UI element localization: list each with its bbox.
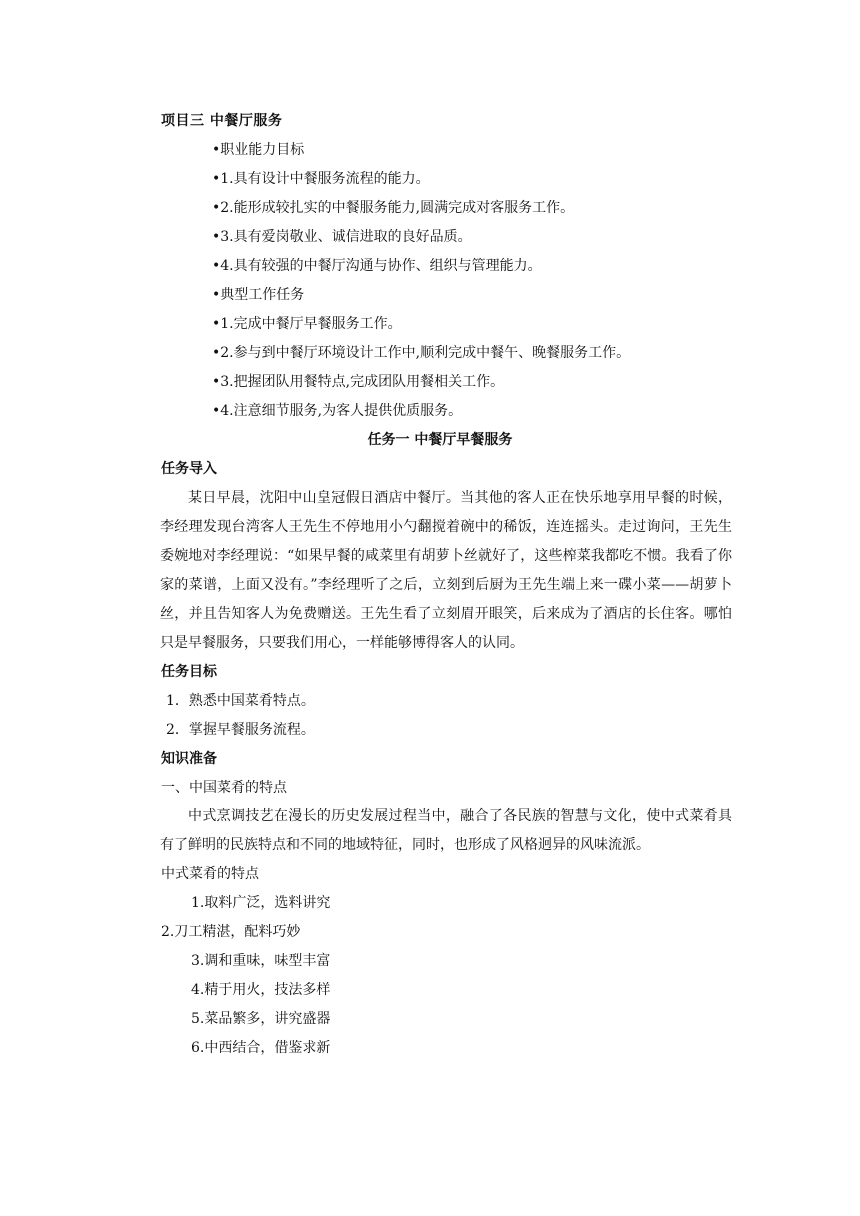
- goal-item: 1．熟悉中国菜肴特点。: [166, 693, 315, 709]
- task-item: •1.完成中餐厅早餐服务工作。: [212, 316, 402, 332]
- feature-item: 2.刀工精湛，配料巧妙: [161, 924, 301, 940]
- intro-heading: 任务导入: [161, 461, 217, 477]
- section-paragraph: 中式烹调技艺在漫长的历史发展过程当中，融合了各民族的智慧与文化，使中式菜肴具有了鲜明的民族特点和不同的地域特征，同时，也形成了风格迥异的风味流派。: [160, 808, 732, 853]
- task-item: •2.参与到中餐厅环境设计工作中,顺利完成中餐午、晚餐服务工作。: [212, 345, 631, 361]
- feature-item: 1.取料广泛，选料讲究: [191, 895, 331, 911]
- features-heading: 中式菜肴的特点: [161, 866, 259, 882]
- task-item: •4.注意细节服务,为客人提供优质服务。: [212, 403, 463, 419]
- project-title: 项目三 中餐厅服务: [161, 113, 283, 129]
- ability-item: •2.能形成较扎实的中餐服务能力,圆满完成对客服务工作。: [212, 200, 575, 216]
- goal-heading: 任务目标: [161, 664, 217, 680]
- section-title: 一、中国菜肴的特点: [161, 780, 287, 796]
- feature-item: 5.菜品繁多，讲究盛器: [191, 1011, 331, 1027]
- feature-item: 6.中西结合，借鉴求新: [191, 1040, 331, 1056]
- task-heading: •典型工作任务: [212, 287, 305, 303]
- feature-item: 3.调和重味，味型丰富: [191, 953, 331, 969]
- ability-item: •1.具有设计中餐服务流程的能力。: [212, 171, 430, 187]
- ability-item: •3.具有爱岗敬业、诚信进取的良好品质。: [212, 229, 472, 245]
- feature-item: 4.精于用火，技法多样: [191, 982, 331, 998]
- ability-item: •4.具有较强的中餐厅沟通与协作、组织与管理能力。: [212, 258, 542, 274]
- ability-heading: •职业能力目标: [212, 142, 305, 158]
- goal-item: 2．掌握早餐服务流程。: [166, 722, 315, 738]
- task-item: •3.把握团队用餐特点,完成团队用餐相关工作。: [212, 374, 505, 390]
- intro-paragraph: 某日早晨，沈阳中山皇冠假日酒店中餐厅。当其他的客人正在快乐地享用早餐的时候，李经理发现台湾客人王先生不停地用小勺翻搅着碗中的稀饭，连连摇头。走过询问，王先生委婉地对李经理说：“如果早餐的咸菜里有胡萝卜丝就好了，这些榨菜我都吃不惯。我看了你家的菜谱，上面又没有。”李经理听了之后，立刻到后厨为王先生端上来一碟小菜——胡萝卜丝，并且告知客人为免费赠送。王先生看了立刻眉开眼笑，后来成为了酒店的长住客。哪怕只是早餐服务，只要我们用心，一样能够博得客人的认同。: [160, 490, 732, 651]
- task-one-title: 任务一 中餐厅早餐服务: [367, 432, 513, 448]
- knowledge-heading: 知识准备: [161, 751, 217, 767]
